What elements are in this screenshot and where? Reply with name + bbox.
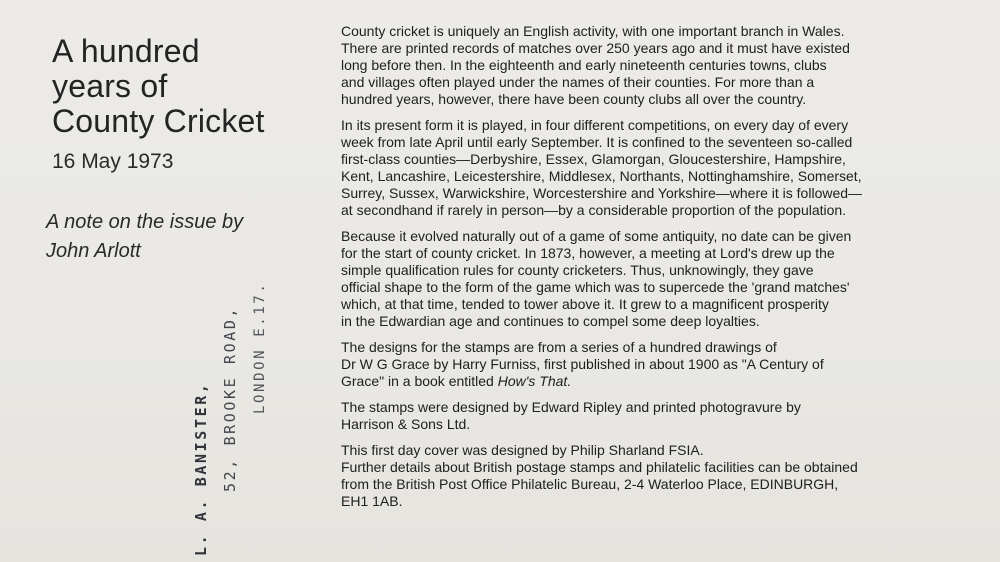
- note-line: A note on the issue by: [46, 211, 244, 233]
- author-note: [46, 208, 243, 266]
- text-line: at secondhand if rarely in person—by a considerable proportion of the population.: [341, 202, 847, 218]
- text-line: The stamps were designed by Edward Ripley and printed photogravure by: [341, 399, 801, 415]
- paragraph: [341, 23, 991, 108]
- title-line: A hundred: [52, 33, 200, 69]
- book-title: How's That.: [497, 373, 572, 389]
- text-line: simple qualification rules for county cricketers. Thus, unknowingly, they gave: [341, 262, 814, 278]
- paragraph: [341, 339, 991, 390]
- text-line: Harrison & Sons Ltd.: [341, 416, 471, 432]
- text-line: In its present form it is played, in four different competitions, on every day of every: [341, 117, 849, 133]
- text-line: County cricket is uniquely an English activity, with one important branch in Wales.: [341, 23, 845, 39]
- text-line: Kent, Lancashire, Leicestershire, Middlesex, Northants, Nottinghamshire, Somerset,: [341, 168, 862, 184]
- paragraph: [341, 399, 991, 433]
- text-line: There are printed records of matches over 250 years ago and it must have existed: [341, 40, 850, 56]
- text-line: first-class counties—Derbyshire, Essex, Glamorgan, Gloucestershire, Hampshire,: [341, 151, 846, 167]
- paragraph: [341, 442, 991, 510]
- text-line: The designs for the stamps are from a series of a hundred drawings of: [341, 339, 777, 355]
- text-line: official shape to the form of the game which was to supercede the 'grand matches': [341, 279, 850, 295]
- address-stamp-name: L. A. BANISTER,: [192, 381, 210, 556]
- article-body: [341, 23, 991, 519]
- text-line: This first day cover was designed by Philip Sharland FSIA.: [341, 442, 704, 458]
- text-line: EH1 1AB.: [341, 493, 403, 509]
- text-line: which, at that time, tended to tower above it. It grew to a magnificent prosperity: [341, 296, 829, 312]
- text-line: Dr W G Grace by Harry Furniss, first published in about 1900 as "A Century of: [341, 356, 824, 372]
- text-line: hundred years, however, there have been county clubs all over the country.: [341, 91, 807, 107]
- text-line: from the British Post Office Philatelic Bureau, 2-4 Waterloo Place, EDINBURGH,: [341, 476, 839, 492]
- issue-date: 16 May 1973: [52, 150, 174, 173]
- paragraph: [341, 117, 991, 219]
- text-line: week from late April until early September. It is confined to the seventeen so-called: [341, 134, 853, 150]
- text-line: Because it evolved naturally out of a game of some antiquity, no date can be given: [341, 228, 852, 244]
- text-line: for the start of county cricket. In 1873, however, a meeting at Lord's drew up the: [341, 245, 835, 261]
- paragraph: [341, 228, 991, 330]
- text-line: and villages often played under the names of their counties. For more than a: [341, 74, 815, 90]
- address-stamp-street: 52, BROOKE ROAD,: [221, 305, 239, 492]
- address-stamp-city: LONDON E.17.: [252, 281, 268, 414]
- page-title: [52, 34, 322, 139]
- text-line: in the Edwardian age and continues to compel some deep loyalties.: [341, 313, 760, 329]
- text-line: Further details about British postage stamps and philatelic facilities can be obtained: [341, 459, 858, 475]
- text-line: [341, 373, 991, 390]
- text-line: Surrey, Sussex, Warwickshire, Worcestershire and Yorkshire—where it is followed—: [341, 185, 863, 201]
- text-line: long before then. In the eighteenth and early nineteenth centuries towns, clubs: [341, 57, 827, 73]
- title-line: years of: [52, 68, 168, 104]
- text-segment: Grace" in a book entitled: [341, 373, 498, 389]
- title-line: County Cricket: [52, 103, 265, 139]
- note-author: John Arlott: [46, 240, 141, 262]
